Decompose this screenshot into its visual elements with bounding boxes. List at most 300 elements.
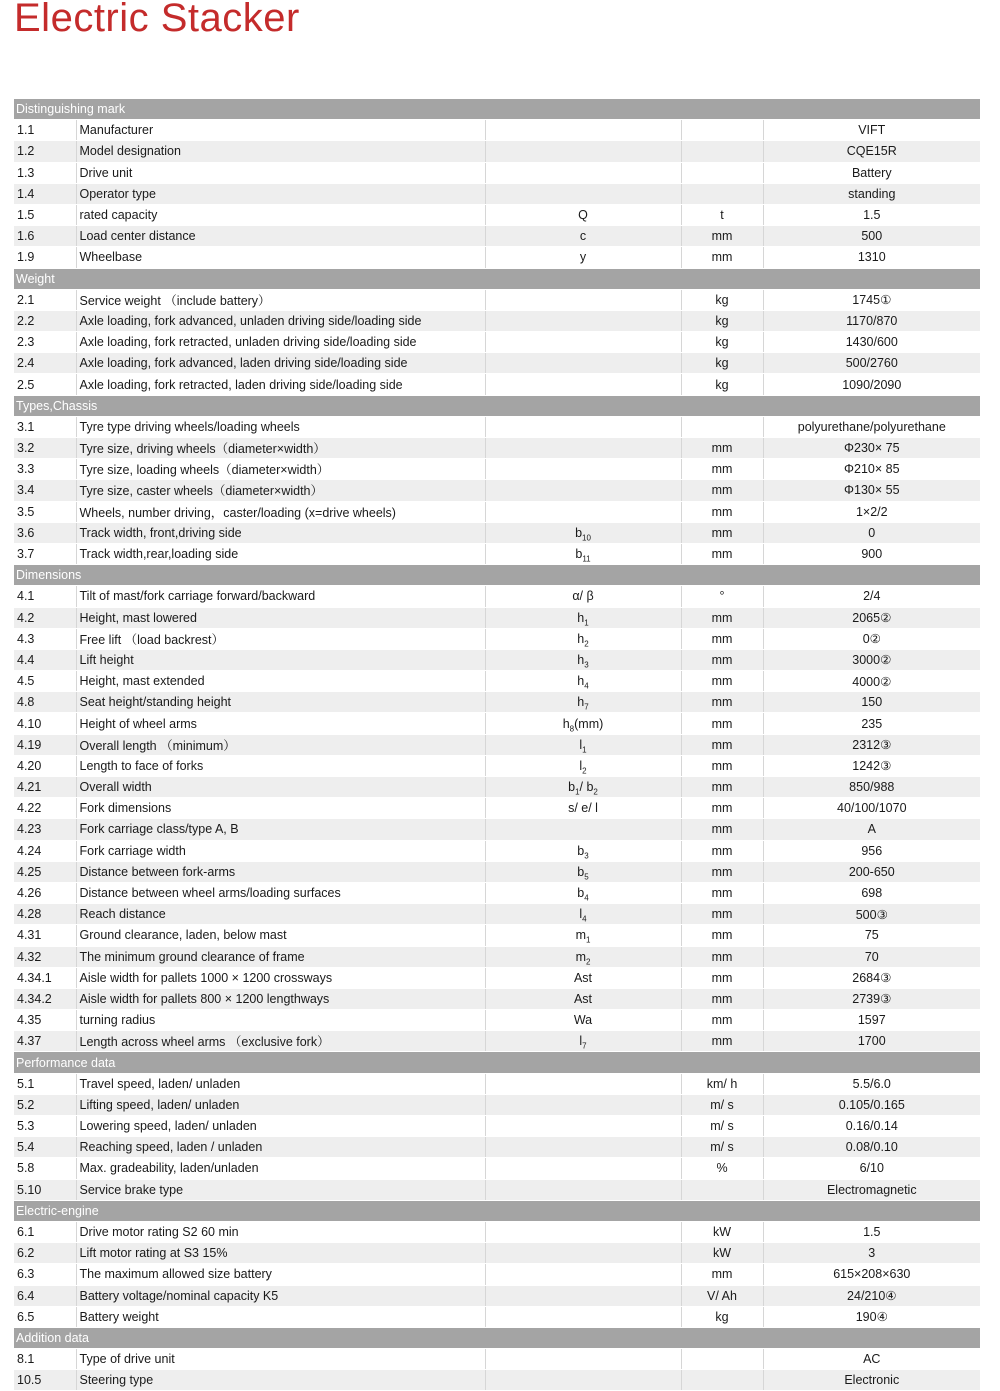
row-symbol [485, 480, 681, 501]
row-code: 3.4 [14, 480, 76, 501]
table-row [14, 501, 980, 522]
row-value: 1430/600 [763, 332, 980, 353]
row-value: 956 [763, 840, 980, 861]
table-row [14, 332, 980, 353]
table-row [14, 649, 980, 670]
table-row [14, 438, 980, 459]
symbol-text: Q [578, 208, 588, 223]
table-row [14, 1349, 980, 1370]
row-value: polyurethane/polyurethane [763, 416, 980, 437]
row-code: 4.23 [14, 819, 76, 840]
row-symbol [485, 162, 681, 183]
row-code: 2.3 [14, 332, 76, 353]
symbol-subscript: 4 [584, 893, 589, 903]
row-value: 500③ [763, 904, 980, 925]
row-unit [681, 183, 763, 204]
table-row [14, 819, 980, 840]
row-code: 1.1 [14, 120, 76, 141]
table-row [14, 1264, 980, 1285]
row-value: Battery [763, 162, 980, 183]
row-value: 850/988 [763, 777, 980, 798]
row-description: Overall length （minimum） [76, 734, 485, 755]
table-row [14, 628, 980, 649]
table-row [14, 798, 980, 819]
row-description: Wheels, number driving，caster/loading (x=drive wheels) [76, 501, 485, 522]
row-symbol [485, 967, 681, 988]
row-description: rated capacity [76, 204, 485, 225]
row-value: 200-650 [763, 861, 980, 882]
row-value: 0② [763, 628, 980, 649]
symbol-subscript: 2 [585, 957, 591, 967]
row-unit: mm [681, 946, 763, 967]
row-unit: mm [681, 734, 763, 755]
row-symbol [485, 1010, 681, 1031]
row-symbol [485, 988, 681, 1009]
symbol-text: s/ e/ l [568, 801, 598, 816]
table-row [14, 226, 980, 247]
row-value: 0.105/0.165 [763, 1094, 980, 1115]
row-code: 5.4 [14, 1137, 76, 1158]
row-value: 615×208×630 [763, 1264, 980, 1285]
row-code: 4.37 [14, 1031, 76, 1052]
row-symbol [485, 777, 681, 798]
row-value: 1170/870 [763, 310, 980, 331]
row-symbol [485, 332, 681, 353]
section-title: Electric-engine [14, 1200, 980, 1221]
row-value: 500 [763, 226, 980, 247]
row-code: 10.5 [14, 1370, 76, 1391]
row-value: 70 [763, 946, 980, 967]
row-unit: m/ s [681, 1116, 763, 1137]
row-unit: mm [681, 438, 763, 459]
row-symbol [485, 798, 681, 819]
row-value: 40/100/1070 [763, 798, 980, 819]
section-header [14, 395, 980, 416]
symbol-text-2: (mm) [574, 716, 604, 731]
row-description: Fork carriage width [76, 840, 485, 861]
row-symbol [485, 628, 681, 649]
section-header [14, 99, 980, 120]
symbol-text: b [575, 525, 583, 540]
symbol-text: y [579, 250, 587, 265]
row-value: Electronic [763, 1370, 980, 1391]
row-value: 2312③ [763, 734, 980, 755]
symbol-text: h [577, 610, 585, 625]
row-description: Axle loading, fork retracted, laden driving side/loading side [76, 374, 485, 395]
symbol-text-2: / b [579, 780, 594, 795]
row-code: 4.21 [14, 777, 76, 798]
row-unit: mm [681, 798, 763, 819]
row-code: 4.22 [14, 798, 76, 819]
symbol-text: m [575, 949, 586, 964]
row-code: 6.4 [14, 1285, 76, 1306]
row-symbol [485, 1264, 681, 1285]
row-value: 1090/2090 [763, 374, 980, 395]
table-row [14, 1073, 980, 1094]
table-row [14, 1158, 980, 1179]
table-row [14, 120, 980, 141]
row-value: 235 [763, 713, 980, 734]
row-code: 1.9 [14, 247, 76, 268]
row-symbol [485, 416, 681, 437]
section-header [14, 1327, 980, 1348]
symbol-subscript: 1 [585, 935, 591, 945]
symbol-subscript: 4 [582, 914, 587, 924]
row-code: 1.5 [14, 204, 76, 225]
row-description: Height, mast lowered [76, 607, 485, 628]
row-description: Track width,rear,loading side [76, 543, 485, 564]
symbol-text: b [577, 843, 585, 858]
row-value: 2739③ [763, 988, 980, 1009]
row-description: Seat height/standing height [76, 692, 485, 713]
row-value: Φ210× 85 [763, 459, 980, 480]
row-symbol [485, 1306, 681, 1327]
symbol-text: Ast [573, 970, 593, 985]
row-code: 4.10 [14, 713, 76, 734]
row-unit: m/ s [681, 1137, 763, 1158]
row-unit: kg [681, 332, 763, 353]
row-unit: m/ s [681, 1094, 763, 1115]
row-description: Tyre size, loading wheels（diameter×width） [76, 459, 485, 480]
table-row [14, 840, 980, 861]
row-code: 1.3 [14, 162, 76, 183]
section-title: Weight [14, 268, 980, 289]
row-value: 1745① [763, 289, 980, 310]
row-symbol [485, 586, 681, 607]
row-unit: kW [681, 1221, 763, 1242]
symbol-subscript: 1 [584, 618, 589, 628]
section-header [14, 1052, 980, 1073]
row-description: The maximum allowed size battery [76, 1264, 485, 1285]
table-row [14, 904, 980, 925]
row-symbol [485, 692, 681, 713]
row-description: Overall width [76, 777, 485, 798]
row-value: 500/2760 [763, 353, 980, 374]
row-unit: mm [681, 480, 763, 501]
section-title: Distinguishing mark [14, 99, 980, 120]
row-code: 4.32 [14, 946, 76, 967]
symbol-text: h [577, 674, 585, 689]
row-unit [681, 1349, 763, 1370]
row-code: 4.1 [14, 586, 76, 607]
row-value: Electromagnetic [763, 1179, 980, 1200]
row-code: 4.34.1 [14, 967, 76, 988]
row-unit: mm [681, 904, 763, 925]
row-value: 1597 [763, 1010, 980, 1031]
row-code: 1.4 [14, 183, 76, 204]
row-code: 5.2 [14, 1094, 76, 1115]
row-description: Height, mast extended [76, 671, 485, 692]
row-unit: ° [681, 586, 763, 607]
row-symbol [485, 374, 681, 395]
row-unit [681, 120, 763, 141]
row-symbol [485, 819, 681, 840]
row-description: Free lift （load backrest） [76, 628, 485, 649]
row-code: 4.25 [14, 861, 76, 882]
row-value: 5.5/6.0 [763, 1073, 980, 1094]
row-value: 1242③ [763, 755, 980, 776]
row-unit: t [681, 204, 763, 225]
row-description: The minimum ground clearance of frame [76, 946, 485, 967]
row-symbol [485, 946, 681, 967]
symbol-text: l [579, 758, 583, 773]
row-symbol [485, 1179, 681, 1200]
row-symbol [485, 310, 681, 331]
row-description: Model designation [76, 141, 485, 162]
table-row [14, 204, 980, 225]
row-value: 1×2/2 [763, 501, 980, 522]
row-value: 2/4 [763, 586, 980, 607]
row-symbol [485, 1158, 681, 1179]
row-description: Tyre type driving wheels/loading wheels [76, 416, 485, 437]
table-row [14, 861, 980, 882]
symbol-text: b [568, 780, 576, 795]
symbol-subscript: 8 [569, 724, 575, 734]
row-code: 3.7 [14, 543, 76, 564]
row-unit: mm [681, 713, 763, 734]
row-unit [681, 162, 763, 183]
row-value: VIFT [763, 120, 980, 141]
row-value: 0.08/0.10 [763, 1137, 980, 1158]
row-value: 1.5 [763, 204, 980, 225]
symbol-text: l [579, 1034, 583, 1049]
row-unit: km/ h [681, 1073, 763, 1094]
row-code: 6.3 [14, 1264, 76, 1285]
row-symbol [485, 204, 681, 225]
table-row [14, 353, 980, 374]
row-symbol [485, 1243, 681, 1264]
table-row [14, 777, 980, 798]
symbol-subscript: 1 [575, 787, 580, 797]
row-symbol [485, 543, 681, 564]
section-header [14, 1200, 980, 1221]
table-row [14, 247, 980, 268]
row-symbol [485, 1073, 681, 1094]
row-unit [681, 141, 763, 162]
row-symbol [485, 925, 681, 946]
row-unit: mm [681, 607, 763, 628]
row-description: Travel speed, laden/ unladen [76, 1073, 485, 1094]
row-unit: mm [681, 861, 763, 882]
table-row [14, 1031, 980, 1052]
row-unit: mm [681, 628, 763, 649]
row-symbol [485, 141, 681, 162]
symbol-text: h [577, 631, 585, 646]
table-row [14, 289, 980, 310]
symbol-text: m [575, 928, 586, 943]
spec-table [14, 99, 981, 1391]
row-code: 4.3 [14, 628, 76, 649]
row-symbol [485, 840, 681, 861]
row-value: 6/10 [763, 1158, 980, 1179]
row-value: 0 [763, 522, 980, 543]
row-symbol [485, 1370, 681, 1391]
table-row [14, 183, 980, 204]
row-value: Φ230× 75 [763, 438, 980, 459]
row-value: 698 [763, 882, 980, 903]
symbol-text: h [577, 695, 585, 710]
row-code: 5.10 [14, 1179, 76, 1200]
symbol-subscript: 5 [584, 872, 589, 882]
row-unit: kg [681, 289, 763, 310]
table-row [14, 374, 980, 395]
row-description: Lift height [76, 649, 485, 670]
table-row [14, 162, 980, 183]
row-value: A [763, 819, 980, 840]
table-row [14, 1179, 980, 1200]
row-description: Lifting speed, laden/ unladen [76, 1094, 485, 1115]
table-row [14, 734, 980, 755]
row-symbol [485, 755, 681, 776]
row-symbol [485, 1031, 681, 1052]
row-description: Load center distance [76, 226, 485, 247]
symbol-text: l [579, 737, 583, 752]
row-description: Service brake type [76, 1179, 485, 1200]
row-value: 75 [763, 925, 980, 946]
row-code: 6.5 [14, 1306, 76, 1327]
row-unit: kg [681, 374, 763, 395]
row-description: Length to face of forks [76, 755, 485, 776]
row-description: Battery weight [76, 1306, 485, 1327]
row-unit: % [681, 1158, 763, 1179]
table-row [14, 522, 980, 543]
row-code: 3.1 [14, 416, 76, 437]
row-code: 5.1 [14, 1073, 76, 1094]
table-row [14, 480, 980, 501]
table-row [14, 988, 980, 1009]
row-unit: mm [681, 1031, 763, 1052]
row-value: 2065② [763, 607, 980, 628]
row-symbol [485, 1221, 681, 1242]
row-code: 3.2 [14, 438, 76, 459]
row-description: Reaching speed, laden / unladen [76, 1137, 485, 1158]
table-row [14, 1221, 980, 1242]
row-symbol [485, 904, 681, 925]
table-row [14, 882, 980, 903]
row-description: Battery voltage/nominal capacity K5 [76, 1285, 485, 1306]
row-symbol [485, 1285, 681, 1306]
table-row [14, 459, 980, 480]
row-unit: kg [681, 353, 763, 374]
row-description: Manufacturer [76, 120, 485, 141]
table-row [14, 671, 980, 692]
symbol-text: h [577, 652, 585, 667]
row-value: 3000② [763, 649, 980, 670]
row-code: 6.1 [14, 1221, 76, 1242]
row-code: 4.31 [14, 925, 76, 946]
row-symbol [485, 522, 681, 543]
row-unit: kW [681, 1243, 763, 1264]
row-description: Drive motor rating S2 60 min [76, 1221, 485, 1242]
row-unit: mm [681, 819, 763, 840]
row-code: 3.6 [14, 522, 76, 543]
symbol-text: α/ β [572, 589, 594, 604]
table-row [14, 692, 980, 713]
row-unit: mm [681, 1264, 763, 1285]
row-code: 4.35 [14, 1010, 76, 1031]
row-code: 5.8 [14, 1158, 76, 1179]
table-row [14, 1370, 980, 1391]
symbol-subscript: 2 [584, 639, 589, 649]
row-value: 1.5 [763, 1221, 980, 1242]
row-value: Φ130× 55 [763, 480, 980, 501]
row-value: standing [763, 183, 980, 204]
row-unit: kg [681, 310, 763, 331]
table-row [14, 755, 980, 776]
table-row [14, 141, 980, 162]
row-description: Distance between fork-arms [76, 861, 485, 882]
row-symbol [485, 247, 681, 268]
symbol-subscript: 2 [582, 766, 587, 776]
row-description: Aisle width for pallets 800 × 1200 lengthways [76, 988, 485, 1009]
row-symbol [485, 1137, 681, 1158]
symbol-text: c [579, 229, 587, 244]
table-row [14, 1285, 980, 1306]
row-description: Track width, front,driving side [76, 522, 485, 543]
row-unit: mm [681, 988, 763, 1009]
row-unit: mm [681, 522, 763, 543]
row-code: 4.8 [14, 692, 76, 713]
table-row [14, 1243, 980, 1264]
row-description: Drive unit [76, 162, 485, 183]
row-description: Axle loading, fork retracted, unladen driving side/loading side [76, 332, 485, 353]
symbol-subscript: 1 [582, 745, 587, 755]
row-description: Tilt of mast/fork carriage forward/backward [76, 586, 485, 607]
row-description: Lift motor rating at S3 15% [76, 1243, 485, 1264]
symbol-subscript: 3 [584, 660, 589, 670]
table-row [14, 543, 980, 564]
row-unit: mm [681, 501, 763, 522]
table-row [14, 1010, 980, 1031]
row-unit: mm [681, 1010, 763, 1031]
symbol-text: b [575, 547, 583, 562]
row-description: Axle loading, fork advanced, unladen driving side/loading side [76, 310, 485, 331]
row-code: 3.3 [14, 459, 76, 480]
section-header [14, 565, 980, 586]
row-code: 2.4 [14, 353, 76, 374]
row-symbol [485, 120, 681, 141]
row-code: 1.6 [14, 226, 76, 247]
row-unit [681, 1370, 763, 1391]
row-description: Steering type [76, 1370, 485, 1391]
section-title: Addition data [14, 1327, 980, 1348]
row-symbol [485, 1094, 681, 1115]
table-row [14, 1306, 980, 1327]
symbol-text: h [562, 716, 570, 731]
row-symbol [485, 607, 681, 628]
row-description: Tyre size, driving wheels（diameter×width） [76, 438, 485, 459]
row-unit: mm [681, 671, 763, 692]
row-unit: V/ Ah [681, 1285, 763, 1306]
row-unit: mm [681, 247, 763, 268]
row-symbol [485, 438, 681, 459]
row-description: Type of drive unit [76, 1349, 485, 1370]
row-code: 4.20 [14, 755, 76, 776]
symbol-text: b [577, 864, 585, 879]
table-row [14, 310, 980, 331]
row-description: Height of wheel arms [76, 713, 485, 734]
row-unit: mm [681, 882, 763, 903]
table-row [14, 967, 980, 988]
row-value: 4000② [763, 671, 980, 692]
row-symbol [485, 289, 681, 310]
table-row [14, 416, 980, 437]
row-description: Lowering speed, laden/ unladen [76, 1116, 485, 1137]
row-description: Operator type [76, 183, 485, 204]
row-symbol [485, 713, 681, 734]
row-description: Ground clearance, laden, below mast [76, 925, 485, 946]
row-code: 2.2 [14, 310, 76, 331]
